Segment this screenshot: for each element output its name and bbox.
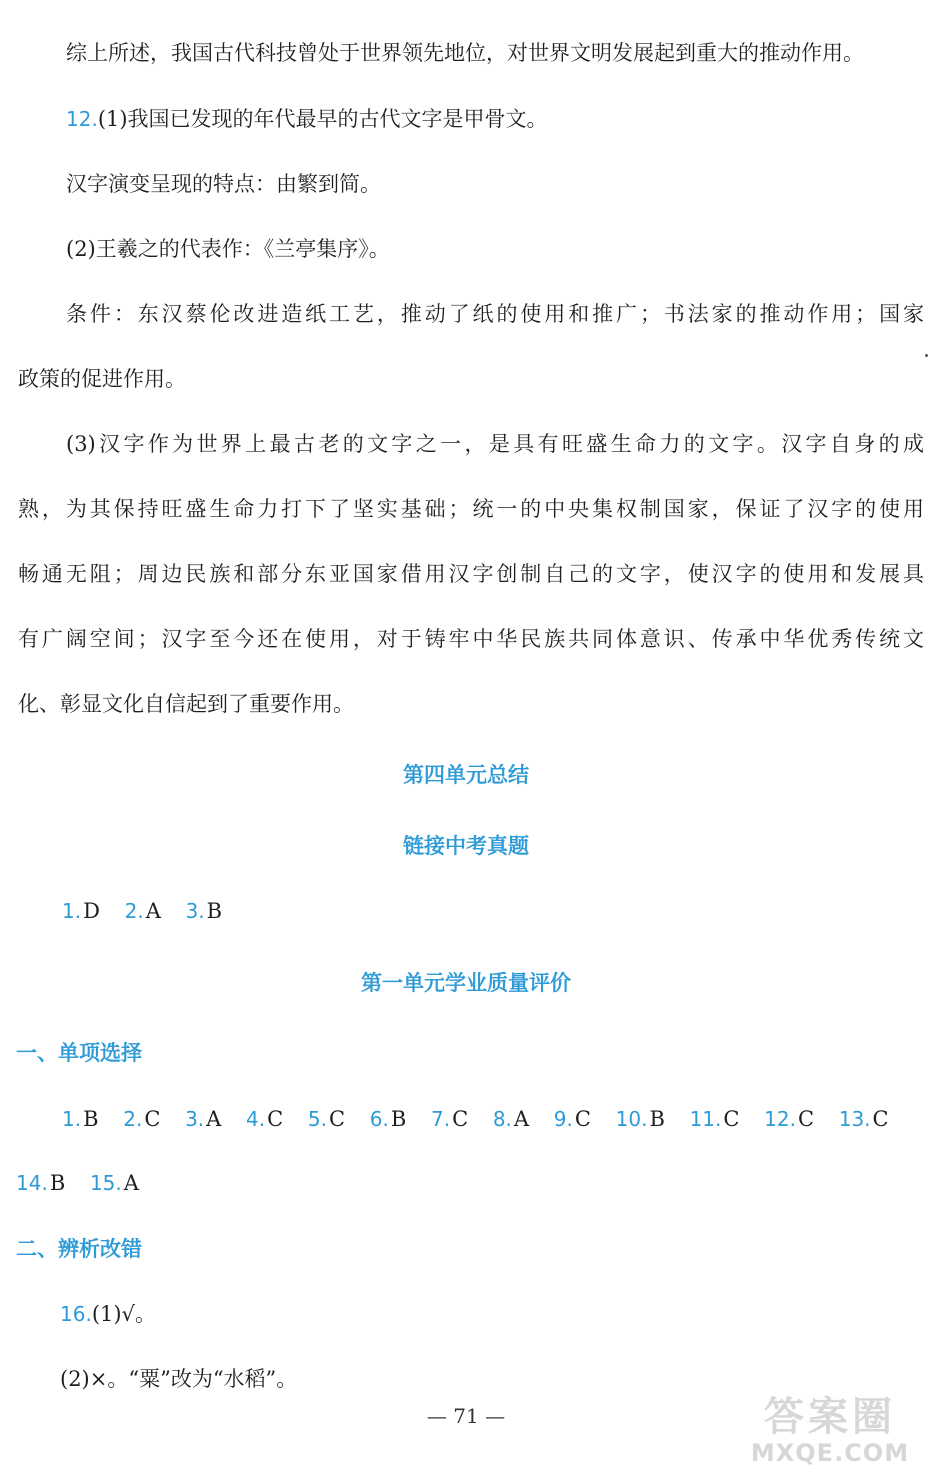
answer-item: 2.C: [123, 1107, 161, 1131]
answer-item: 3.A: [185, 1107, 222, 1131]
answer-item: 10.B: [615, 1107, 665, 1131]
answer-item: 7.C: [430, 1107, 469, 1131]
answer-item: 8.A: [492, 1107, 530, 1131]
q12-part3-line1: (3)汉字作为世界上最古老的文字之一，是具有旺盛生命力的文字。汉字自身的成: [66, 432, 924, 456]
answer-item: 1.B: [62, 1107, 99, 1131]
q12-part2-conditions-line1: 条件：东汉蔡伦改进造纸工艺，推动了纸的使用和推广；书法家的推动作用；国家: [66, 302, 924, 326]
answer-item: 5.C: [307, 1107, 346, 1131]
q12-part3-line3: 畅通无阻；周边民族和部分东亚国家借用汉字创制自己的文字，使汉字的使用和发展具: [18, 562, 924, 586]
watermark-logo: 答案圈 MXQE.COM: [750, 1394, 910, 1467]
q16-part1-text: (1)√。: [91, 1302, 156, 1326]
heading-exam-questions: 链接中考真题: [403, 833, 529, 858]
answer-item: 4.C: [246, 1107, 284, 1131]
q12-part2-conditions-line2: 政策的促进作用。: [18, 367, 186, 391]
answer-item: 11.C: [689, 1107, 740, 1131]
answer-item: 13.C: [838, 1107, 889, 1131]
q12-part3-line2: 熟，为其保持旺盛生命力打下了坚实基础；统一的中央集权制国家，保证了汉字的使用: [18, 497, 924, 521]
q12-part3-line5: 化、彰显文化自信起到了重要作用。: [18, 692, 354, 716]
scan-speck: [925, 354, 928, 357]
q12-part1-feature: 汉字演变呈现的特点：由繁到简。: [66, 172, 381, 196]
answer-item: 2.A: [124, 899, 161, 923]
heading-unit4-summary: 第四单元总结: [403, 762, 529, 787]
choice-answer-row-2: [16, 1168, 157, 1198]
choice-answer-row-1: [62, 1104, 889, 1134]
answer-item: 1.D: [62, 899, 100, 923]
answer-item: 14.B: [16, 1171, 66, 1195]
answer-item: 6.B: [369, 1107, 407, 1131]
section-error-correction: 二、辨析改错: [16, 1236, 142, 1261]
exam-answer-row: [62, 896, 240, 926]
q12-number: 12.: [66, 107, 98, 131]
q16-number: 16.: [60, 1302, 92, 1326]
answer-item: 9.C: [553, 1107, 591, 1131]
page-number: — 71 —: [426, 1404, 506, 1428]
q12-part1: [66, 104, 932, 134]
heading-unit1-evaluation: 第一单元学业质量评价: [361, 970, 571, 995]
q16-part2: (2)×。“粟”改为“水稻”。: [60, 1367, 298, 1391]
q12-part3-line4: 有广阔空间；汉字至今还在使用，对于铸牢中华民族共同体意识、传承中华优秀传统文: [18, 627, 924, 651]
q12-part2: (2)王羲之的代表作：《兰亭集序》。: [66, 237, 390, 261]
q16-part1: [60, 1299, 932, 1329]
answer-item: 3.B: [185, 899, 223, 923]
answer-item: 12.C: [764, 1107, 815, 1131]
section-single-choice: 一、单项选择: [16, 1040, 142, 1065]
q12-part1-text: (1)我国已发现的年代最早的古代文字是甲骨文。: [97, 107, 548, 131]
summary-paragraph: 综上所述，我国古代科技曾处于世界领先地位，对世界文明发展起到重大的推动作用。: [66, 41, 864, 65]
answer-item: 15.A: [89, 1171, 139, 1195]
